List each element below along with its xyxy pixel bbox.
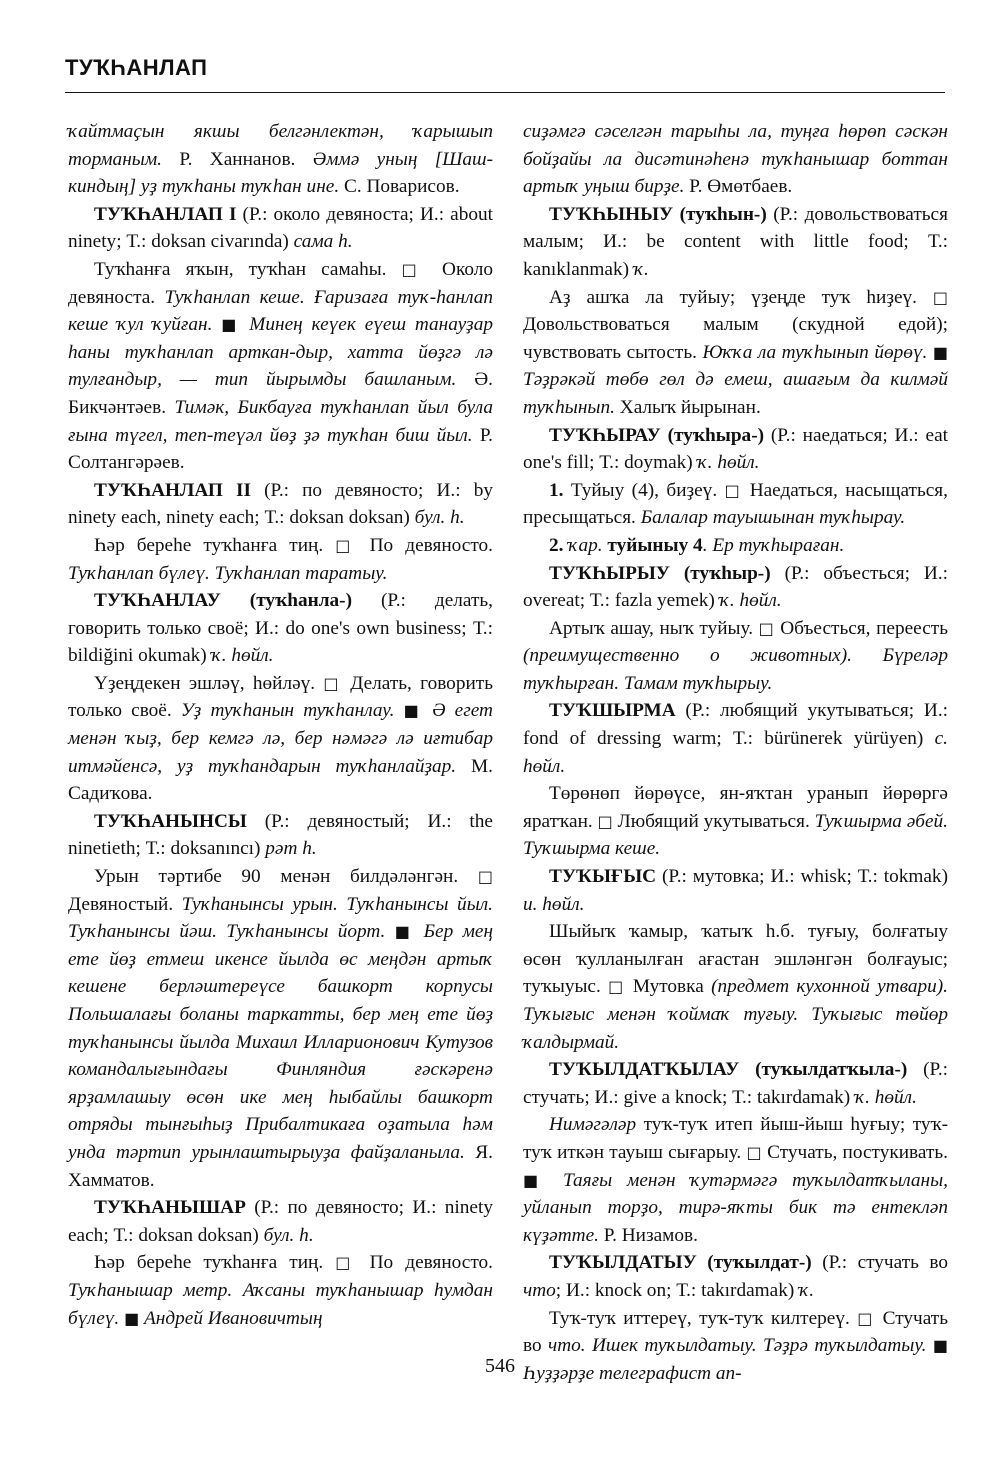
continuation-text: сиҙәмгә сәселгән тарыһы ла, туңға һөрөп сәскән бойҙайы ла дисәтинәһенә туҡһанышар боттан артыҡ уңыш бирҙе. Р. Өмөтбаев. — [523, 121, 948, 198]
definition: Төрөнөп йөрөүсе, ян-яҡтан уранып йөрөргә яратҡан. □ Любящий укутываться. Туҡшырма әбей. Туҡшырма кеше. — [523, 783, 948, 860]
dictionary-entry: ТУҠҺЫРЫУ (туҡһыр-) (Р.: объесться; И.: overeat; Т.: fazla yemek) ҡ. һөйл. — [523, 562, 948, 612]
white-square-icon: □ — [335, 535, 358, 555]
dictionary-entry: ТУҠЫЛДАТҠЫЛАУ (туҡылдатҡыла-) (Р.: стучать; И.: give a knock; Т.: takırdamak) ҡ. һөйл. — [523, 1059, 948, 1108]
white-square-icon: □ — [477, 867, 493, 887]
white-square-icon: □ — [401, 259, 427, 279]
definition-sense-2: 2. ҡар. туйыныу 4. Ер туҡһыраған. — [549, 534, 845, 556]
headword: ТУҠЫҒЫС — [549, 866, 657, 888]
headword: ТУҠҺАНЫНСЫ — [94, 810, 247, 832]
definition: Урын тәртибе 90 менән билдәләнгән. □ Девяностый. Туҡһанынсы урын. Туҡһанынсы йыл. Туҡһанынсы йәш. Туҡһанынсы йорт. ■ Бер мең ете йөҙ етмеш икенсе йылда өс меңдән артыҡ кешене берләштереүсе башкорт корпусы Польшалағы боланы таркатты, бер мең ете йөҙ туҡһанынсы йылда Михаил Илларионович Кутузов командалығындағы Финляндия ғәскәренә ярҙамлашыу өсөн ике мең һыбайлы башкорт отряды тынғыһыҙ Прибалтикаға оҙатыла һәм унда тәртип урынлаштырыуҙа файҙаланыла. Я. Хамматов. — [68, 866, 494, 1191]
dictionary-entry: ТУҠҺАНЛАП I (Р.: около девяноста; И.: about ninety; Т.: doksan civarında) сама h. — [68, 203, 493, 253]
dictionary-entry: ТУҠШЫРМА (Р.: любящий укутываться; И.: fond of dressing warm; Т.: bürünerek yürüyen) с. һөйл. — [523, 700, 948, 777]
dictionary-entry: ТУҠЫЛДАТЫУ (туҡылдат-) (Р.: стучать во что; И.: knock on; Т.: takırdamak) ҡ. — [523, 1252, 948, 1301]
dictionary-entry: ТУҠҺАНЛАУ (туҡһанла-) (Р.: делать, говорить только своё; И.: do one's own business; Т.: bildiğini okumak) ҡ. һөйл. — [68, 590, 493, 667]
page-number: 546 — [485, 1355, 515, 1377]
left-column — [68, 118, 493, 1332]
headword: ТУҠҺЫРЫУ (туҡһыр-) — [549, 562, 771, 584]
definition: Артыҡ ашау, ныҡ туйыу. □ Объесться, переесть (преимущественно о животных). Бүреләр туҡһырған. Тамам туҡһырыу. — [523, 617, 949, 694]
definition-sense-1: 1. Туйыу (4), биҙеү. □ Наедаться, насыщаться, пресыщаться. Балалар тауышынан туҡһырау. — [523, 479, 948, 529]
definition: Шыйыҡ ҡамыр, ҡатыҡ һ.б. туғыу, болғатыу өсөн ҡулланылған ағастан эшләнгән болғауыс; туҡыуыс. □ Мутовка (предмет кухонной утвари). Туҡығыс менән ҡоймаҡ туғыу. Туҡығыс төйөр ҡалдырмай. — [523, 921, 949, 1053]
headword: ТУҠШЫРМА — [549, 700, 676, 722]
running-head — [65, 55, 945, 81]
header-rule — [65, 92, 945, 93]
definition: Туҡ-туҡ иттереү, туҡ-туҡ килтереү. □ Стучать во что. Ишек туҡылдатыу. Тәҙрә туҡылдатыу. ■ Һуҙҙәрҙе телеграфист ап- — [523, 1307, 948, 1384]
dictionary-entry: ТУҠҺАНЫНСЫ (Р.: девяностый; И.: the ninetieth; Т.: doksanıncı) рәт h. — [68, 810, 493, 860]
headword: ТУҠЫЛДАТҠЫЛАУ (туҡылдатҡыла-) — [549, 1059, 908, 1081]
white-square-icon: □ — [758, 618, 775, 638]
headword: ТУҠҺАНЛАП II — [94, 479, 251, 501]
headword: ТУҠҺЫНЫУ (туҡһын-) — [549, 203, 767, 225]
white-square-icon: □ — [335, 1253, 358, 1273]
definition: Туҡһанға яҡын, туҡһан самаһы. □ Около девяноста. Туҡһанлап кеше. Ғаризаға туҡ-һанлап кеше ҡул ҡуйған. ■ Минең кеүек еүеш танауҙар һаны туҡһанлап арткан-дыр, хатта йөҙгә лә тулғандыр, — тип йырымды башланым. Ә. Бикчәнтәев. Тимәк, Бикбауға туҡһанлап йыл була ғына түгел, теп-теүәл йөҙ ҙә туҡһан биш йыл. Р. Солтангәрәев. — [68, 258, 494, 474]
dictionary-entry: ТУҠҺАНЛАП II (Р.: по девяносто; И.: by ninety each, ninety each; Т.: doksan doksan) бул. h. — [68, 479, 493, 529]
black-square-icon: ■ — [932, 1336, 948, 1356]
white-square-icon: □ — [746, 1142, 762, 1162]
definition: Һәр берeһе туҡһанға тиң. □ По девяносто. Туҡһанлап бүлеү. Туҡһанлап таратыу. — [68, 534, 493, 584]
headword: ТУҠЫЛДАТЫУ (туҡылдат-) — [549, 1252, 812, 1274]
white-square-icon: □ — [857, 1308, 876, 1328]
definition: Үҙеңдекен эшләү, һөйләү. □ Делать, говорить только своё. Уҙ туҡһанын туҡһанлау. ■ Ә егет менән ҡыҙ, бер кемгә лә, бер нәмәгә лә иғтибар итмәйенсә, уҙ туҡһандарын туҡһанлайҙар. М. Садиҡова. — [68, 672, 493, 805]
definition: Һәр берeһе туҡһанға тиң. □ По девяносто. Туҡһанышар метр. Аҡсаны туҡһанышар һумдан бүлеү. ■ Андрей Ивановичтың — [68, 1252, 493, 1329]
headword: ТУҠҺАНЫШАР — [94, 1197, 246, 1219]
black-square-icon: ■ — [403, 701, 424, 721]
dictionary-entry: ТУҠЫҒЫС (Р.: мутовка; И.: whisk; Т.: tokmak) и. һөйл. — [523, 866, 948, 915]
headword: ТУҠҺЫРАУ (туҡһыра-) — [549, 424, 765, 446]
running-head-title: ТУҠҺАНЛАП — [65, 55, 208, 80]
right-column — [523, 118, 948, 1387]
white-square-icon: □ — [932, 287, 948, 307]
headword: ТУҠҺАНЛАУ (туҡһанла-) — [94, 590, 353, 612]
black-square-icon: ■ — [124, 1308, 140, 1328]
black-square-icon: ■ — [932, 342, 948, 362]
headword: ТУҠҺАНЛАП I — [94, 203, 237, 225]
white-square-icon: □ — [597, 811, 613, 831]
dictionary-entry: ТУҠҺАНЫШАР (Р.: по девяносто; И.: ninety each; Т.: doksan doksan) бул. h. — [68, 1197, 493, 1246]
black-square-icon: ■ — [221, 315, 241, 335]
black-square-icon: ■ — [394, 922, 415, 942]
white-square-icon: □ — [323, 673, 342, 693]
definition: Нимәгәләр туҡ-туҡ итеп йыш-йыш һуғыу; туҡ-туҡ иткән тауыш сығарыу. □ Стучать, постукивать. ■ Таяғы менән ҡутәрмәгә туҡылдатҡыланы, уйланып торҙо, тирә-яҡты бик тә ентекләп күҙәтте. Р. Низамов. — [523, 1114, 948, 1246]
white-square-icon: □ — [608, 977, 626, 997]
continuation-text: ҡайтмаҫын якшы белгәнлектән, ҡарышып торманым. Р. Ханнанов. Әммә уның [Шаш-киндың] уҙ туҡһаны туҡһан ине. С. Поварисов. — [68, 121, 493, 198]
white-square-icon: □ — [724, 480, 743, 500]
dictionary-entry: ТУҠҺЫРАУ (туҡһыра-) (Р.: наедаться; И.: eat one's fill; Т.: doymak) ҡ. һөйл. — [523, 424, 948, 474]
dictionary-entry: ТУҠҺЫНЫУ (туҡһын-) (Р.: довольствоваться малым; И.: be content with little food; Т.: kanıklanmak) ҡ. — [523, 203, 948, 280]
definition: Аҙ ашҡа ла туйыу; үҙеңде туҡ һиҙеү. □ Довольствоваться малым (скудной едой); чувствовать сытость. Юҡҡа ла туҡһынып йөрөү. ■ Тәҙрәкәй төбө гөл дә емеш, ашағым да килмәй туҡһынып. Халыҡ йырынан. — [523, 286, 948, 418]
black-square-icon: ■ — [523, 1170, 549, 1190]
